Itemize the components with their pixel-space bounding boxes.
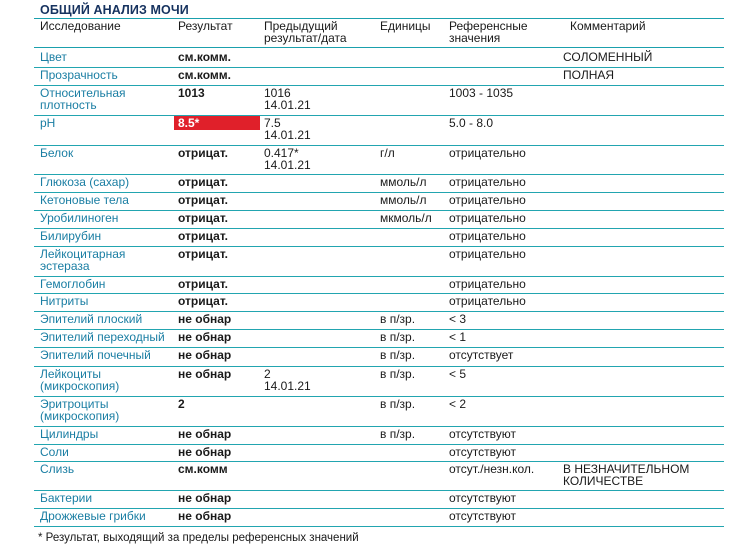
result-value: не обнар (178, 491, 232, 505)
result-value: 2 (178, 397, 185, 411)
table-row (34, 67, 724, 86)
reference-range: 1003 - 1035 (449, 86, 514, 100)
table-row (34, 49, 724, 68)
previous-result: 2 14.01.21 (264, 367, 311, 393)
result-value: см.комм (178, 462, 228, 476)
test-name: Прозрачность (40, 68, 118, 82)
test-name: Белок (40, 146, 74, 160)
table-row (34, 145, 724, 175)
test-name: Эритроциты (микроскопия) (40, 397, 120, 423)
reference-range: отсутствует (449, 348, 514, 362)
reference-range: отсут./незн.кол. (449, 462, 535, 476)
result-value: отрицат. (178, 175, 228, 189)
header-test: Исследование (40, 19, 121, 33)
test-name: Слизь (40, 462, 75, 476)
result-value: см.комм. (178, 68, 231, 82)
header-units: Единицы (380, 19, 431, 33)
header-result: Результат (178, 19, 233, 33)
units: в п/зр. (380, 348, 416, 362)
test-name: Цвет (40, 50, 67, 64)
table-row (34, 444, 724, 462)
table-row (34, 174, 724, 193)
units: ммоль/л (380, 193, 427, 207)
previous-result: 7.5 14.01.21 (264, 116, 311, 142)
test-name: Лейкоцитарная эстераза (40, 247, 126, 273)
comment: В НЕЗНАЧИТЕЛЬНОМ КОЛИЧЕСТВЕ (563, 462, 690, 488)
result-value: отрицат. (178, 146, 228, 160)
footnote: * Результат, выходящий за пределы референсных значений (38, 532, 359, 544)
table-row (34, 347, 724, 367)
comment: ПОЛНАЯ (563, 68, 615, 82)
result-value: см.комм. (178, 50, 231, 64)
test-name: Гемоглобин (40, 277, 106, 291)
result-value: отрицат. (178, 193, 228, 207)
result-value: отрицат. (178, 229, 228, 243)
previous-result: 0.417* 14.01.21 (264, 146, 311, 172)
header-reference: Референсные значения (449, 19, 528, 45)
report-title: ОБЩИЙ АНАЛИЗ МОЧИ (40, 3, 189, 17)
result-value: отрицат. (178, 211, 228, 225)
table-row (34, 490, 724, 509)
test-name: Эпителий плоский (40, 312, 143, 326)
reference-range: отрицательно (449, 175, 526, 189)
test-name: Цилиндры (40, 427, 99, 441)
header-comment: Комментарий (570, 19, 646, 33)
table-row (34, 192, 724, 211)
units: в п/зр. (380, 367, 416, 381)
result-value: не обнар (178, 445, 232, 459)
test-name: Бактерии (40, 491, 93, 505)
units: в п/зр. (380, 427, 416, 441)
reference-range: < 1 (449, 330, 467, 344)
units: мкмоль/л (380, 211, 432, 225)
reference-range: 5.0 - 8.0 (449, 116, 494, 130)
reference-range: отрицательно (449, 229, 526, 243)
table-row (34, 246, 724, 277)
result-value: не обнар (178, 312, 232, 326)
table-row (34, 396, 724, 427)
units: в п/зр. (380, 397, 416, 411)
result-value: отрицат. (178, 294, 228, 308)
units: ммоль/л (380, 175, 427, 189)
table-row (34, 276, 724, 294)
header-previous: Предыдущий результат/дата (264, 19, 347, 45)
previous-result: 1016 14.01.21 (264, 86, 311, 112)
table-row (34, 228, 724, 247)
test-name: Лейкоциты (микроскопия) (40, 367, 120, 393)
result-value: не обнар (178, 427, 232, 441)
reference-range: отрицательно (449, 277, 526, 291)
table-row (34, 115, 724, 146)
units: в п/зр. (380, 330, 416, 344)
flagged-result: 8.5* (174, 116, 260, 130)
test-name: Кетоновые тела (40, 193, 129, 207)
reference-range: отсутствуют (449, 509, 516, 523)
table-row (34, 508, 724, 527)
reference-range: < 5 (449, 367, 467, 381)
units: г/л (380, 146, 395, 160)
table-row (34, 329, 724, 348)
reference-range: отсутствуют (449, 445, 516, 459)
test-name: pH (40, 116, 56, 130)
header-divider (34, 47, 724, 48)
reference-range: отсутствуют (449, 491, 516, 505)
reference-range: отрицательно (449, 294, 526, 308)
table-row (34, 366, 724, 397)
reference-range: < 3 (449, 312, 467, 326)
test-name: Нитриты (40, 294, 89, 308)
urinalysis-report (34, 0, 724, 557)
test-name: Дрожжевые грибки (40, 509, 146, 523)
table-row (34, 311, 724, 330)
test-name: Уробилиноген (40, 211, 119, 225)
reference-range: отсутствуют (449, 427, 516, 441)
reference-range: < 2 (449, 397, 467, 411)
test-name: Глюкоза (сахар) (40, 175, 130, 189)
reference-range: отрицательно (449, 193, 526, 207)
reference-range: отрицательно (449, 211, 526, 225)
result-value: не обнар (178, 348, 232, 362)
test-name: Эпителий почечный (40, 348, 151, 362)
table-row (34, 461, 724, 491)
result-value: не обнар (178, 330, 232, 344)
test-name: Билирубин (40, 229, 102, 243)
test-name: Относительная плотность (40, 86, 126, 112)
comment: СОЛОМЕННЫЙ (563, 50, 653, 64)
reference-range: отрицательно (449, 247, 526, 261)
result-value: 1013 (178, 86, 205, 100)
table-row (34, 426, 724, 445)
table-row (34, 85, 724, 116)
test-name: Эпителий переходный (40, 330, 165, 344)
units: в п/зр. (380, 312, 416, 326)
table-row (34, 210, 724, 229)
result-value: отрицат. (178, 247, 228, 261)
table-row (34, 293, 724, 312)
test-name: Соли (40, 445, 69, 459)
result-value: не обнар (178, 509, 232, 523)
result-value: не обнар (178, 367, 232, 381)
reference-range: отрицательно (449, 146, 526, 160)
result-value: отрицат. (178, 277, 228, 291)
